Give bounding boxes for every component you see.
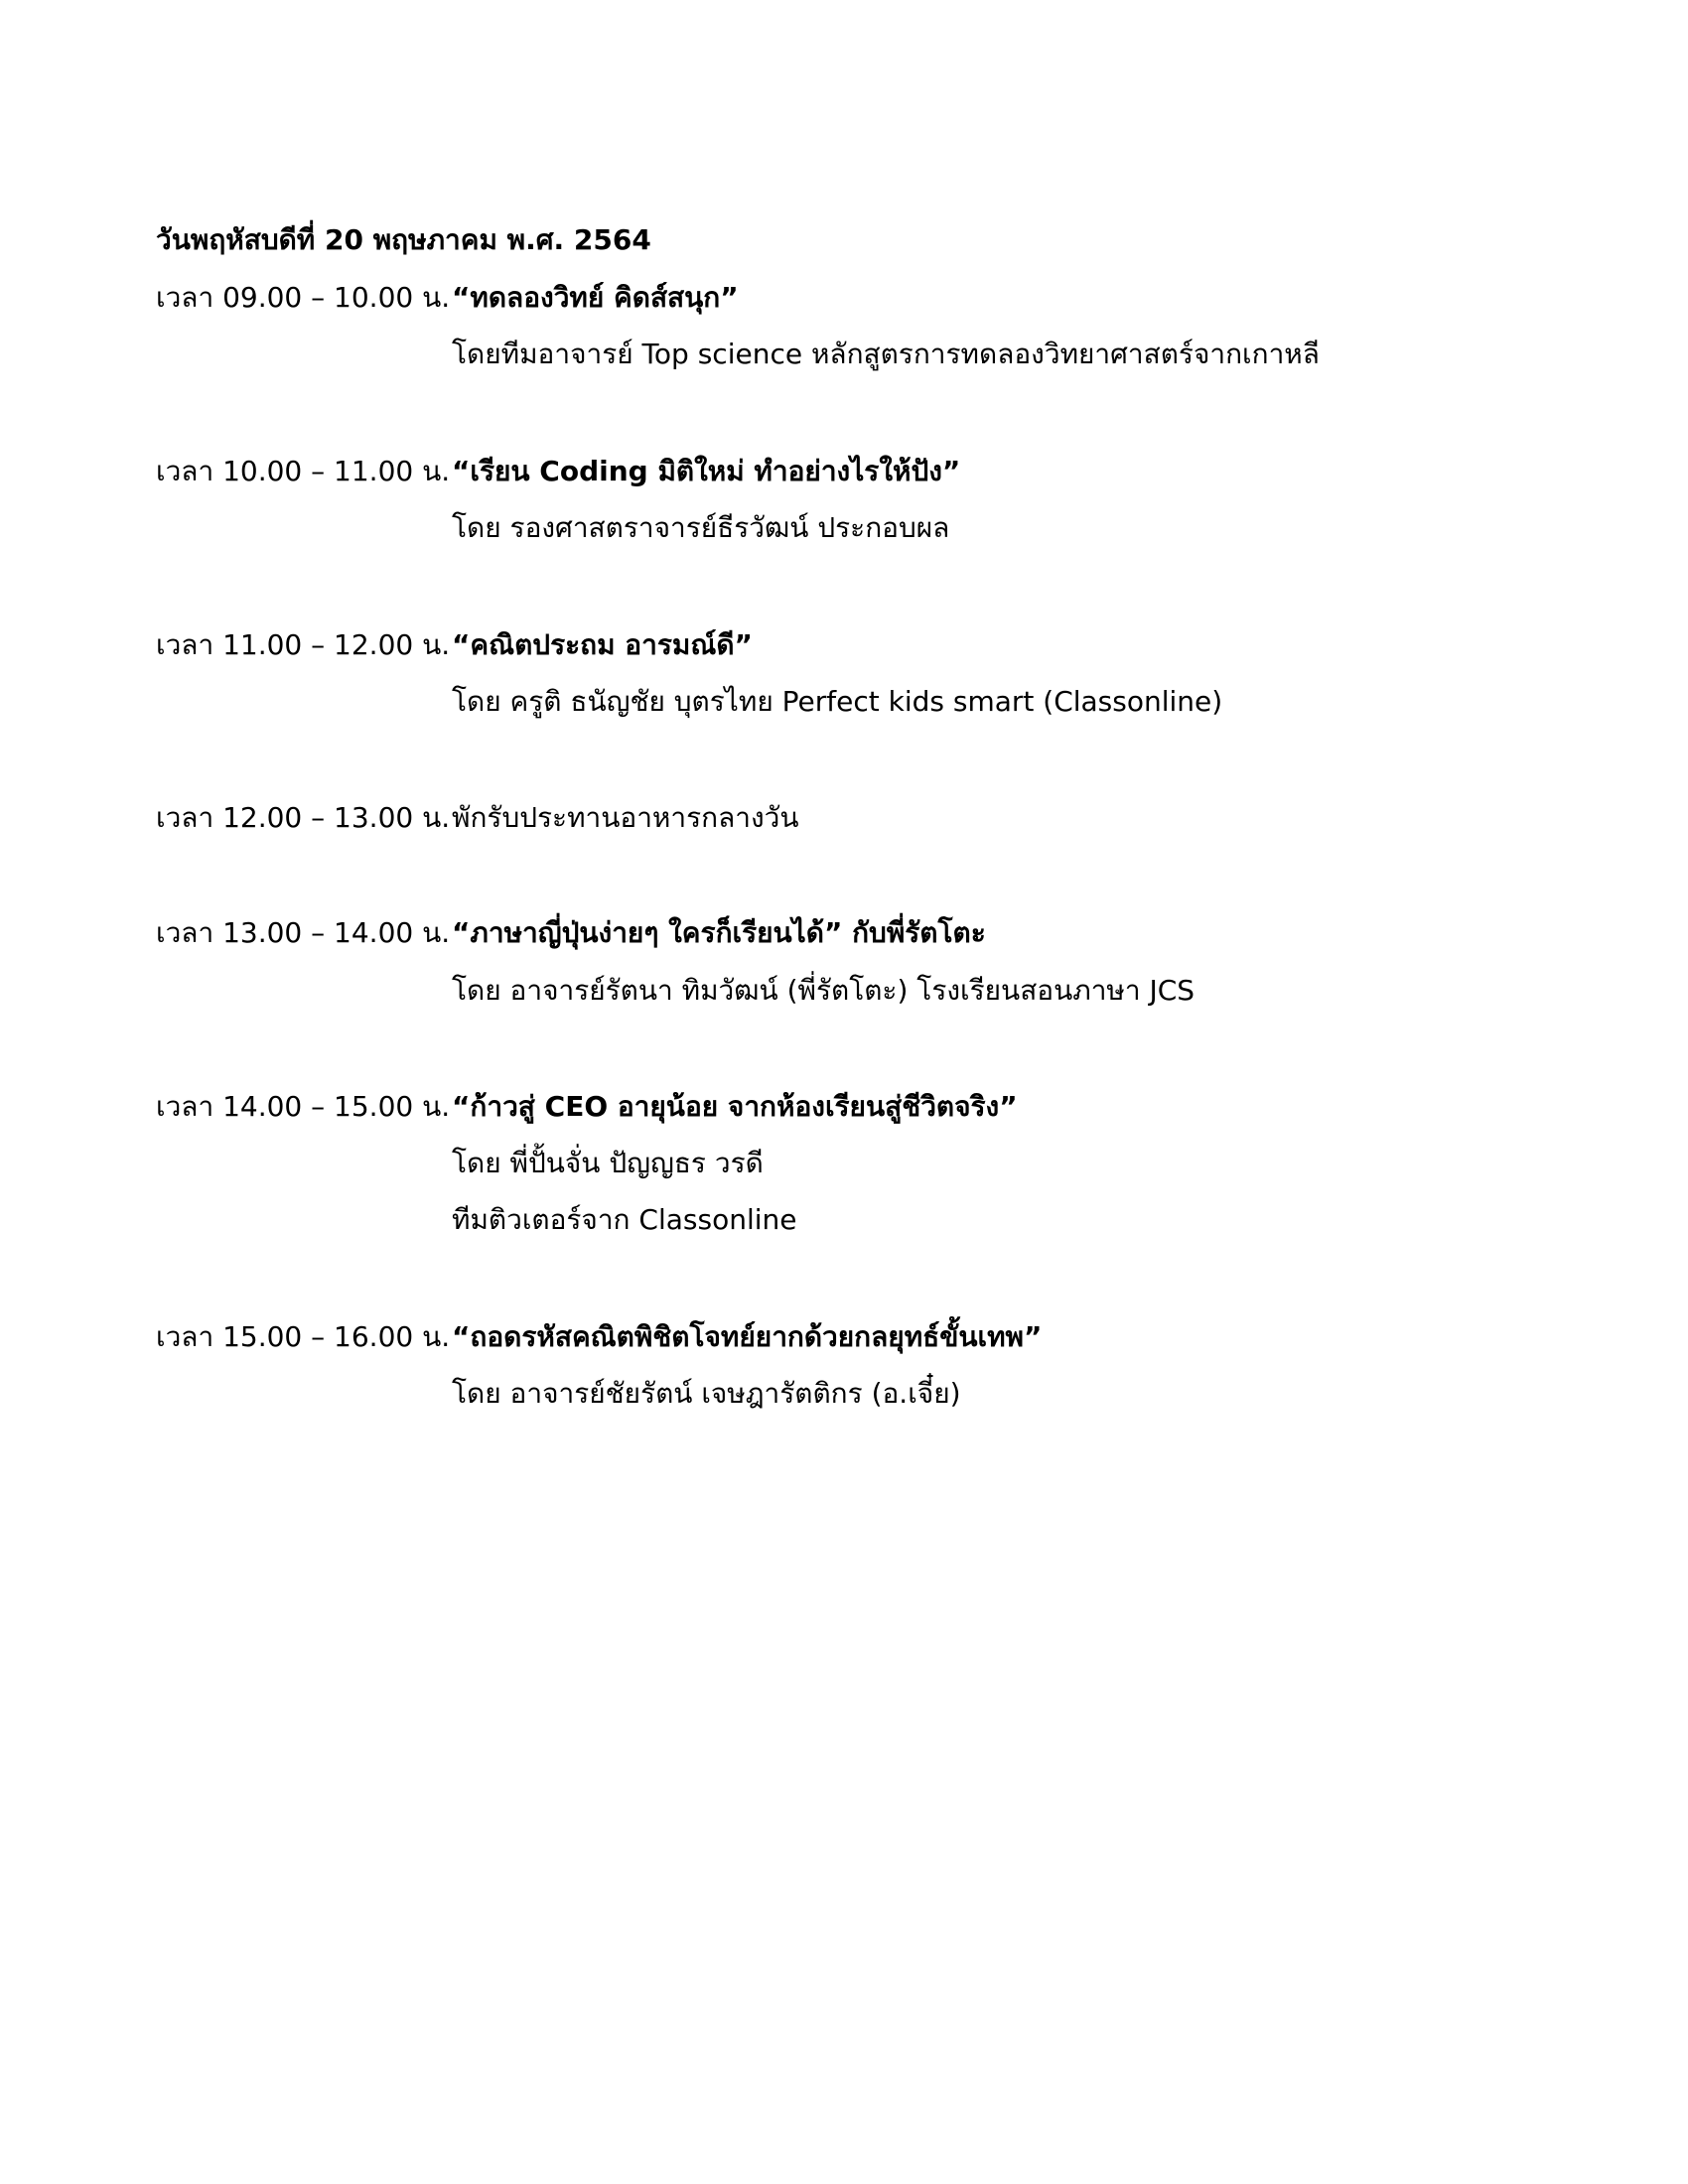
session-time: เวลา 12.00 – 13.00 น. — [156, 801, 451, 834]
session-speaker: โดย พี่ปั้นจั่น ปัญญธร วรดี — [452, 1147, 764, 1179]
session-time: เวลา 09.00 – 10.00 น. — [156, 281, 451, 314]
session-title: พักรับประทานอาหารกลางวัน — [452, 801, 799, 834]
session-speaker: โดยทีมอาจารย์ Top science หลักสูตรการทดลองวิทยาศาสตร์จากเกาหลี — [452, 338, 1320, 370]
session-title: “คณิตประถม อารมณ์ดี” — [452, 628, 753, 661]
session-title: “ภาษาญี่ปุ่นง่ายๆ ใครก็เรียนได้” กับพี่รัตโตะ — [452, 916, 986, 949]
session-time: เวลา 13.00 – 14.00 น. — [156, 916, 451, 949]
session-title: “ก้าวสู่ CEO อายุน้อย จากห้องเรียนสู่ชีวิตจริง” — [452, 1090, 1018, 1123]
date-heading: วันพฤหัสบดีที่ 20 พฤษภาคม พ.ศ. 2564 — [156, 223, 651, 256]
session-time: เวลา 15.00 – 16.00 น. — [156, 1320, 451, 1353]
session-time: เวลา 11.00 – 12.00 น. — [156, 628, 451, 661]
session-time: เวลา 10.00 – 11.00 น. — [156, 455, 451, 487]
session-speaker: โดย อาจารย์รัตนา ทิมวัฒน์ (พี่รัตโตะ) โรงเรียนสอนภาษา JCS — [452, 974, 1196, 1007]
session-speaker-org: ทีมติวเตอร์จาก Classonline — [452, 1203, 797, 1236]
session-title: “เรียน Coding มิติใหม่ ทำอย่างไรให้ปัง” — [452, 455, 961, 487]
session-speaker: โดย ครูติ ธนัญชัย บุตรไทย Perfect kids smart (Classonline) — [452, 685, 1223, 718]
session-speaker: โดย รองศาสตราจารย์ธีรวัฒน์ ประกอบผล — [452, 511, 950, 544]
session-speaker: โดย อาจารย์ชัยรัตน์ เจษฎารัตติกร (อ.เจี๋ย) — [452, 1377, 961, 1410]
session-title: “ถอดรหัสคณิตพิชิตโจทย์ยากด้วยกลยุทธ์ขั้นเทพ” — [452, 1320, 1043, 1353]
session-time: เวลา 14.00 – 15.00 น. — [156, 1090, 451, 1123]
session-title: “ทดลองวิทย์ คิดส์สนุก” — [452, 281, 739, 314]
